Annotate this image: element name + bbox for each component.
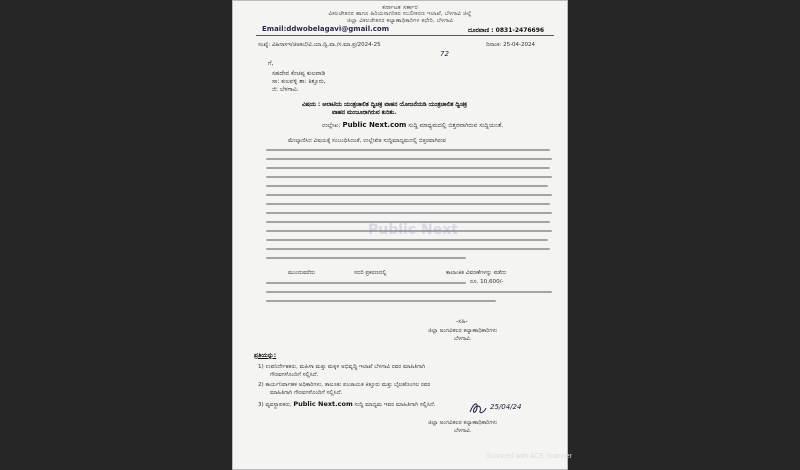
recipient-to: ಗೆ,: [268, 60, 274, 67]
reference-note: [322, 122, 503, 129]
copy-item-3-source: Public Next.com: [293, 400, 353, 408]
subject-line-1: ವಿಷಯ : ಅಲಾಟಿಯ ಯಂತ್ರಚಾಲಿತ ದ್ವಿಚಕ್ರ ವಾಹನ ಯೋಜನೆಯಡಿ ಯಂತ್ರಚಾಲಿತ ದ್ವಿಚಕ್ರ: [302, 102, 467, 108]
paragraph-2-tail: ಕಾಲಾಂಕಿತ ವಿವರಣೆಗಳನ್ನು ಪಡೆದು: [446, 270, 507, 276]
header-rule: [256, 35, 554, 36]
footer-city: ಬೆಳಗಾವಿ.: [454, 428, 472, 434]
copy-item-1b: ಗೌರವಗಳೊಂದಿಗೆ ಸಲ್ಲಿಸಿದೆ.: [270, 372, 319, 378]
signoff-city: ಬೆಳಗಾವಿ.: [454, 336, 472, 342]
govt-title: ಕರ್ನಾಟಕ ಸರ್ಕಾರ: [382, 4, 418, 11]
reference-date: ದಿನಾಂಕ: 25-04-2024: [486, 42, 536, 48]
signoff-title: ಜಿಲ್ಲಾ ಅಂಗವಿಕಲರ ಕಲ್ಯಾಣಾಧಿಕಾರಿಗಳು: [428, 328, 498, 334]
copy-item-3: [258, 401, 436, 409]
copy-item-2b: ಮಾಹಿತಿಗಾಗಿ ಗೌರವಗಳೊಂದಿಗೆ ಸಲ್ಲಿಸಿದೆ.: [270, 390, 343, 396]
office-name: ಜಿಲ್ಲಾ ವಿಕಲಚೇತನರ ಕಲ್ಯಾಣಾಧಿಕಾರಿಗಳ ಕಛೇರಿ, ಬೆಳಗಾವಿ: [347, 18, 453, 24]
reference-number: ಸಂಖ್ಯೆ: ವಿಹಿನಾಸಇ/ಜಿಅಕಬೆ/ವಿ.ಯಾ.ದ್ವಿ.ವಾ./ಸ.ಮಾ.ಪ್ರ/2024-25: [258, 42, 381, 48]
paragraph-1-lead: ಮೇಲ್ಕಾಣಿಸಿದ ವಿಷಯಕ್ಕೆ ಸಂಬಂಧಿಸಿದಂತೆ, ಉಲ್ಲೇಖಿತ ಸುದ್ದಿಮಾಧ್ಯಮದಲ್ಲಿ ಬಿತ್ತರವಾಗಿರುವ: [288, 138, 446, 144]
reference-prefix: ಉಲ್ಲೇಖ:: [322, 122, 341, 129]
copy-item-3-prefix: 3) ವ್ಯವಸ್ಥಾಪಕರು,: [258, 402, 292, 408]
paragraph-2-amount: ರೂ. 10,600/-: [470, 279, 504, 285]
department-name: ವಿಕಲಚೇತನರ ಹಾಗೂ ಹಿರಿಯನಾಗರಿಕರ ಸಬಲೀಕರಣ ಇಲಾಖೆ, ಬೆಳಗಾವಿ ಜಿಲ್ಲೆ: [328, 11, 472, 17]
handwritten-number: 72: [440, 50, 449, 58]
paragraph-2-mid: ಸದರಿ ಪ್ರಕರಣದಲ್ಲಿ: [354, 270, 387, 276]
handwritten-date: 25/04/24: [490, 403, 522, 411]
copies-heading: ಪ್ರತಿಯನ್ನು:: [254, 352, 277, 359]
copy-item-3-text: ಸುದ್ದಿ ಮಾಧ್ಯಮ ಇವರ ಮಾಹಿತಿಗಾಗಿ ಸಲ್ಲಿಸಿದೆ.: [354, 402, 436, 408]
subject-line-2: ವಾಹನ ಮಂಜೂರಾಗಿರುವ ಕುರಿತು.: [332, 110, 397, 116]
right-background: [568, 0, 800, 470]
copy-item-1: 1) ಉಪನಿರ್ದೇಶಕರು, ಮಹಿಳಾ ಮತ್ತು ಮಕ್ಕಳ ಅಭಿವೃದ್ಧಿ ಇಲಾಖೆ ಬೆಳಗಾವಿ ರವರ ಮಾಹಿತಿಗಾಗಿ: [258, 364, 426, 370]
recipient-address: ಸಾ: ಕುಲವಳ್ಳಿ ತಾ: ಕಿತ್ತೂರು,: [272, 78, 326, 85]
signoff-sd: -ಸಹಿ-: [456, 318, 468, 325]
reference-text: ಸುದ್ದಿ ಮಾಧ್ಯಮದಲ್ಲಿ ಬಿತ್ತರವಾಗಿರುವ ಸುದ್ದಿಯಂತೆ.: [408, 122, 504, 129]
paragraph-2-lead: ಮುಂದುವರೆದು: [288, 270, 316, 276]
reference-source: Public Next.com: [342, 121, 407, 129]
watermark-text: Public Next: [368, 222, 458, 238]
scanner-caption: Scanned with ACE Scanner: [486, 453, 572, 460]
recipient-city: ಜಿ: ಬೆಳಗಾವಿ.: [272, 86, 299, 93]
office-phone: ದೂರವಾಣಿ : 0831-2476696: [468, 27, 545, 34]
document-page: [232, 0, 568, 470]
recipient-name: ಸಹದೇವ ಕೆಂಚಪ್ಪ ಕುಲವಾಡಿ: [272, 70, 326, 77]
office-email: Email:ddwobelagavi@gmail.com: [262, 25, 390, 33]
left-background: [0, 0, 232, 470]
copy-item-2: 2) ಕಾರ್ಯನಿರ್ವಾಹಕ ಅಧಿಕಾರಿಗಳು, ತಾಲೂಕು ಪಂಚಾಯತ ಕಿತ್ತೂರು ಮತ್ತು ಬೈಲಹೊಂಗಲ ರವರ: [258, 382, 431, 388]
footer-title: ಜಿಲ್ಲಾ ಅಂಗವಿಕಲರ ಕಲ್ಯಾಣಾಧಿಕಾರಿಗಳು: [428, 420, 498, 426]
